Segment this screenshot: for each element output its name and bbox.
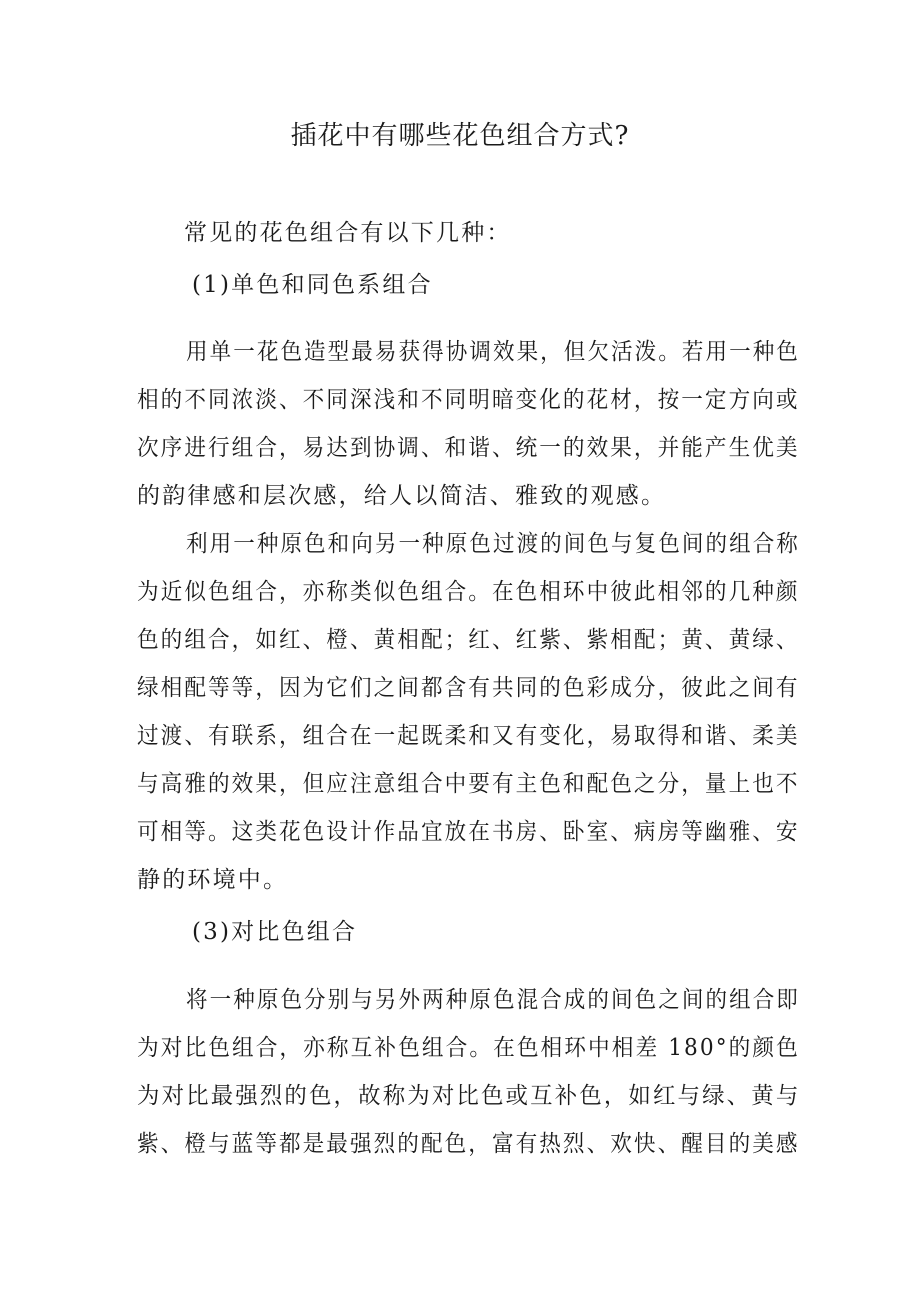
paragraph-2-line: 绿相配等等，因为它们之间都含有共同的色彩成分，彼此之间有 xyxy=(137,675,800,701)
paragraph-2-line: 为近似色组合，亦称类似色组合。在色相环中彼此相邻的几种颜 xyxy=(137,579,800,605)
paragraph-2-line: 过渡、有联系，组合在一起既柔和又有变化，易取得和谐、柔美 xyxy=(137,723,800,749)
paragraph-3-line: 为对比色组合，亦称互补色组合。在色相环中相差 180°的颜色 xyxy=(137,1035,800,1061)
paragraph-2-line: 利用一种原色和向另一种原色过渡的间色与复色间的组合称 xyxy=(186,531,800,557)
section-heading-3: (3)对比色组合 xyxy=(192,919,358,945)
section-heading-1: (1)单色和同色系组合 xyxy=(192,272,433,298)
paragraph-3-line: 为对比最强烈的色，故称为对比色或互补色，如红与绿、黄与 xyxy=(137,1083,801,1109)
paragraph-1-line: 用单一花色造型最易获得协调效果，但欠活泼。若用一种色 xyxy=(186,339,800,365)
paragraph-2-line: 静的环境中。 xyxy=(137,867,289,893)
paragraph-3-line: 紫、橙与蓝等都是最强烈的配色，富有热烈、欢快、醒目的美感 xyxy=(137,1131,800,1157)
paragraph-3-line: 将一种原色分别与另外两种原色混合成的间色之间的组合即 xyxy=(186,987,800,1013)
paragraph-2-line: 可相等。这类花色设计作品宜放在书房、卧室、病房等幽雅、安 xyxy=(137,819,800,845)
paragraph-1-line: 的韵律感和层次感，给人以简洁、雅致的观感。 xyxy=(137,483,667,509)
document-title: 插花中有哪些花色组合方式? xyxy=(290,121,630,151)
intro-text: 常见的花色组合有以下几种： xyxy=(184,220,512,246)
paragraph-2-line: 色的组合，如红、橙、黄相配；红、红紫、紫相配；黄、黄绿、 xyxy=(137,627,800,653)
paragraph-1-line: 相的不同浓淡、不同深浅和不同明暗变化的花材，按一定方向或 xyxy=(137,387,800,413)
paragraph-1-line: 次序进行组合，易达到协调、和谐、统一的效果，并能产生优美 xyxy=(137,435,800,461)
paragraph-2-line: 与高雅的效果，但应注意组合中要有主色和配色之分，量上也不 xyxy=(137,771,800,797)
